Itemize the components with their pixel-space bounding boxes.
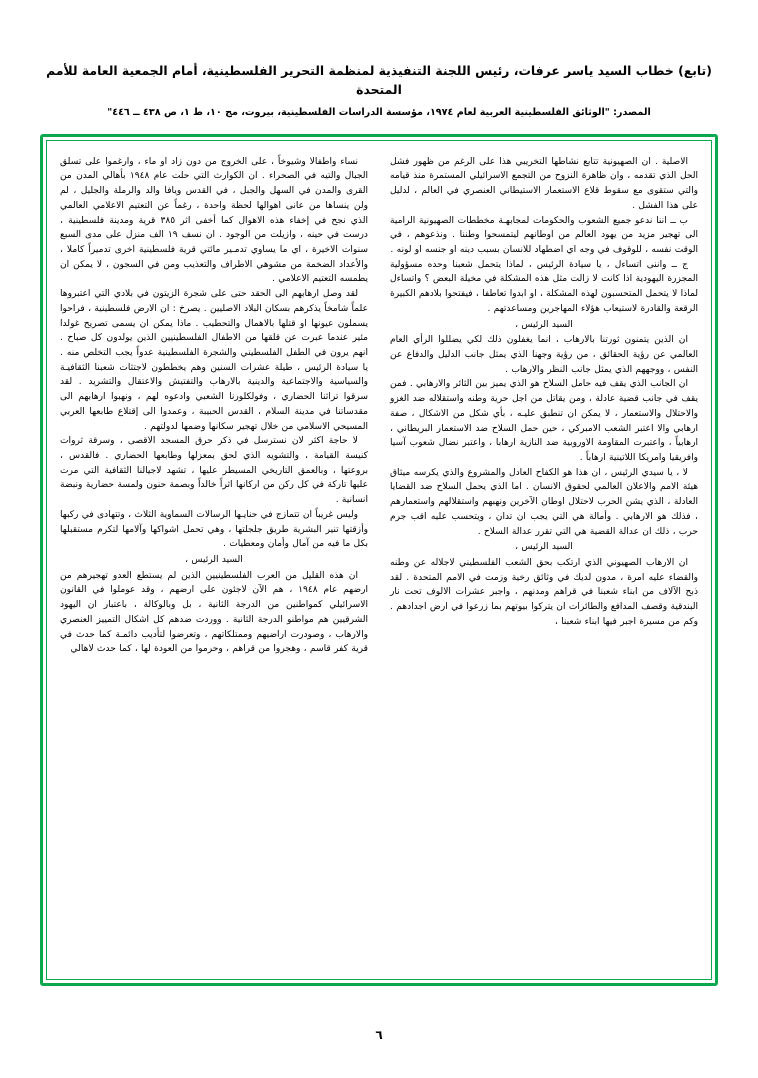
paragraph: ب ــ اننا ندعو جميع الشعوب والحكومات لمجابهـة مخططات الصهيونية الرامية الى تهجير مزيد من يهود العالم من اوطانهم ليتمسحوا وطننا . ونذعوهم ، في الوقت نفسه ، للوقوف في وجه اي اضطهاد للانسان بسبب دينه او جنسه او لونه . [390, 215, 698, 255]
document-source: المصدر: "الوثائق الفلسطينية العربية لعام ١٩٧٤، مؤسسة الدراسات الفلسطينية، بيروت، مج ١٠، ط ١، ص ٤٣٨ ــ ٤٤٦" [107, 107, 651, 119]
document-header [0, 0, 758, 120]
paragraph: ان الذين يتمنون ثورتنا بالارهاب ، انما يغفلون ذلك لكي يضللوا الرأي العام العالمي عن رؤية الحقائق ، من رؤية وجهنا الذي يمثل جانب الدليل والدفاع عن النفس ، ووجههم الذي يمثل جانب النظر والارهاب . [390, 335, 698, 375]
content-frame [40, 134, 718, 986]
paragraph: الاصلية . ان الصهيونية تتابع نشاطها التخريبي هذا على الرغم من ظهور فشل الحل الذي تقدمه ، وان ظاهرة النزوح من التجمع الاسرائيلي المستمرة منذ قيامه والتي ستقوى مع سقوط قلاع الاستعمار الاستيطاني العنصري في العالم ، لدليل على هذا الفشل . [390, 156, 698, 211]
paragraph: وليس غريباً ان تتمازج في حنايـها الرسالات السماوية الثلاث ، وتتهادى في ركبها وأزقتها تنير البشرية طريق جلجلتها ، وهي تحمل اشواكها وآلامها لتكرم مستقبلها بكل ما فيه من آمال وأمان ومعطيات . [60, 509, 368, 550]
paragraph: لا ، يا سيدي الرئيس ، ان هذا هو الكفاح العادل والمشروع والذي يكرسه ميثاق هيئة الامم والاعلان العالمي لحقوق الانسان . اما الذي يحمل السلاح ضد القضايا العادلة ، الذي يشن الحرب لاحتلال اوطان الآخرين ونهبهم واستقلالهم واستعمارهم ، فذلك هو الارهابي . وأمالة هي التي يجب ان تدان ، ويتحسب عليه اقب جرم حرب ، ذلك ان عدالة القضية هي التي تقرر عدالة السلاح . [390, 467, 698, 537]
column-right [390, 155, 698, 969]
salutation: السيد الرئيس ، [185, 555, 243, 566]
salutation: السيد الرئيس ، [515, 319, 573, 330]
content-frame-inner [46, 140, 712, 980]
paragraph: نساء واطفالا وشيوخاً ، على الخروج من دون زاد او ماء ، وارغموا على تسلق الجبال والتيه في الصحراء . ان الكوارث التي حلت عام ١٩٤٨ بأهالي المدن من القرى والمدن في السهل والجبل ، في القدس ويافا والد والرملة والجليل ، لم ولن ينساها من عانى اهوالها لحظة واحدة ، رغماً عن التعتيم الاعلامي العالمي الذي نجح في إخفاء هذه الاهوال كما أخفى اثر ٣٨٥ قرية ومدينة فلسطينية ، درست في حينه ، وازيلت من الوجود . ان نسف ١٩ الف منزل على مدى السبع سنوات الاخيرة ، اي ما يساوي تدمـير مائتي قرية فلسطينية اخرى تدميراً كاملا ، والأعداد الضخمة من مشوهي الاطراف والتعذيب ومن في السجون ، لا يمكن ان يطمسه التعتيم الاعلامي . [60, 156, 368, 285]
paragraph: ان الارهاب الصهيوني الذي ارتكب بحق الشعب الفلسطيني لاجلاله عن وطنه والقضاء عليه امرة ، مدون لديك في وثائق رخية وزمت في الامم المتحدة . لقد ذبح الآلاف من ابناء شعبنا في قراهم ومدنهم ، واجبر عشرات الالوف تحت نار البندقية وقصف المدافع والطائرات ان يتركوا بيوتهم بما زرعوا في ارض اجدادهم . وكم من مسيرة اجبر فيها ابناء شعبنا ، [390, 558, 698, 627]
paragraph: لقد وصل ارهابهم الى الحقد حتى على شجرة الزيتون في بلادي التي اعتبروها علماً شامخاً يذكرهم بسكان البلاد الاصليين . يصرخ : ان الارض فلسطينية ، فراحوا يسملون عيونها او قتلها بالاهمال والتحطيب . ماذا يمكن ان يسمى تصريح غولدا مئير عندما عبرت عن قلقها من الاطفال الفلسطينيين الذين يولدون كل صباح . انهم يرون في الطفل الفلسطيني والشجرة الفلسطينية عدواً يجب التخلص منه . يا سيادة الرئيس ، طيلة عشرات السنين وهم يخططون لاجتثات شعبنا الثقافيـة والسياسية والاجتماعية والدينية بالارهاب والتفتيش والاعتقال والتشريد . لقد سرقوا تراثنا الحضاري ، وفولكلورنا الشعبي وادعوه لهم ، ونهبوا ارهابهم الى مقدساتنا في مدينة السلام ، القدس الحبيبة ، وعمدوا الى إقتلاع طابعها العربي المسيحي الاسلامي من خلال تهجير سكانها وضمها لدولتهم . [60, 289, 368, 432]
page-number: ٦ [375, 1028, 383, 1042]
paragraph: لا حاجة اكثر لان نسترسل في ذكر حرق المسجد الاقصى ، وسرقة ثروات كنيسة القيامة ، والتشويه الذي لحق بمعزلها وطابعها الحضاري . فالقدس ، بروعتها ، وبالعمق التاريخي المسيطر عليها ، تشهد لاجيالنا الثقافية التي مرت عليها تاركة في كل ركن من اركانها اثراً خالداً وبصمة حنون ولمسة حضارية ونبضة انسانية . [60, 436, 368, 506]
salutation: السيد الرئيس ، [515, 542, 573, 553]
paragraph: ان الجانب الذي يقف فيه حامل السلاح هو الذي يميز بين الثائر والارهابي . فمن يقف في جانب قضية عادلة ، ومن يقاتل من اجل حرية وطنه واستقلاله ضد الغزو والاحتلال والاستعمار ، لا يمكن ان تنطبق عليـه ، بأي شكل من الاشكال ، صفة ارهابي والا اعتبر الشعب الامبركي ، حين حمل السلاح ضد الاستعمار البريطاني ، ارهابياً ، واعتبرت المقاومة الاوروبية ضد النازية ارهابا ، واعتبر نضال شعوب آسيا وافريقيا وامريكا اللاتينية ارهاباً . [390, 379, 698, 464]
paragraph: ج ــ واننى اتساءل ، يا سيادة الرئيس ، لماذا يتحمل شعبنا وحده مسؤولية المجزرة اليهودية اذا كانت لا زالت مثل هذه المشكلة في مخيلة البعض ؟ واتساءل لماذا لا يتحمل المتحسبون لهذه المشكلة ، او ابدوا تعاطفا ، فيفتحوا بلادهم الكبيرة الرقعة والقادرة لاستيعاب هؤلاء المهاجرين ومساعدتهم . [390, 259, 698, 314]
paragraph: ان هذه القليل من العرب الفلسطينيين الذين لم يستطع العدو تهجيرهم من ارضهم عام ١٩٤٨ ، هم الآن لاجئون على ارضهم ، وقد عوملوا في القانون الاسرائيلي كمواطنين من الدرجة الثانية ، بل وبالوكالة ، باعتبار ان اليهود الشرقيين هم مواطنو الدرجة الثانية . ووردت ضدهم كل اشكال التمييز العنصري والارهاب ، وصودرت اراضيهم وممتلكاتهم ، وتعرضوا لتأديب دائمـة كما حدث في قرية كفر قاسم ، وهجروا من قراهم ، وحرموا من العودة لها ، كما حدث لاهالي [60, 570, 368, 655]
column-left [60, 155, 368, 969]
page-title: (تابع) خطاب السيد ياسر عرفات، رئيس اللجنة التنفيذية لمنظمة التحرير الفلسطينية، أمام الجمعية العامة للأمم المتحدة [46, 63, 712, 97]
